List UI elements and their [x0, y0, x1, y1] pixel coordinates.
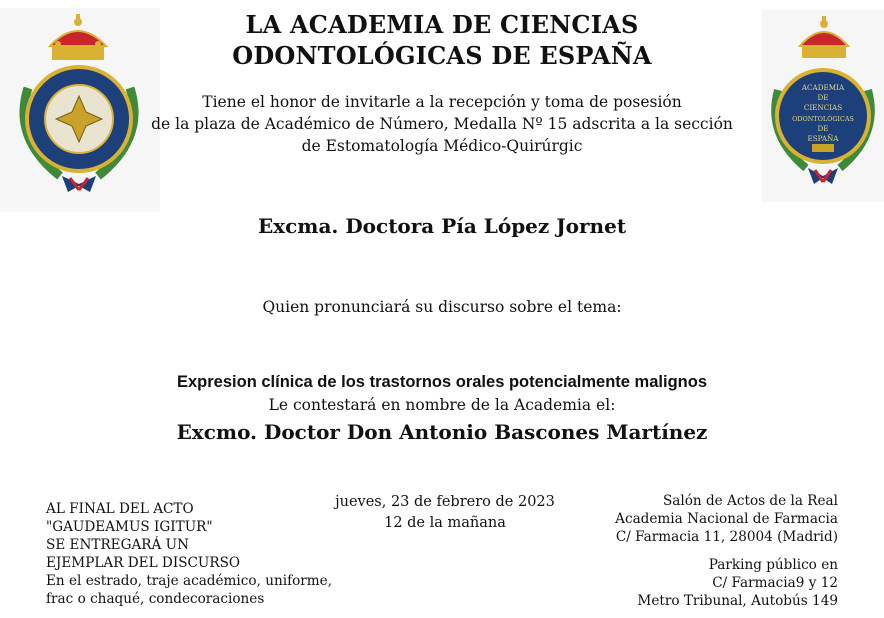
speech-intro: Quien pronunciará su discurso sobre el tema:	[262, 298, 622, 316]
parking-line: Metro Tribunal, Autobús 149	[637, 593, 838, 609]
notes-line: EJEMPLAR DEL DISCURSO	[46, 555, 241, 571]
event-date: jueves, 23 de febrero de 2023	[335, 494, 555, 510]
crest-seal-line: ODONTOLÓGICAS	[792, 115, 854, 123]
ceremony-notes	[46, 500, 336, 608]
venue-line: C/ Farmacia 11, 28004 (Madrid)	[615, 529, 838, 545]
academy-title-line-2: ODONTOLÓGICAS DE ESPAÑA	[232, 41, 652, 70]
parking-line: Parking público en	[708, 557, 838, 573]
crest-seal-line: ESPAÑA	[807, 134, 839, 143]
crest-seal-line: DE	[817, 124, 829, 133]
crest-seal-line: CIENCIAS	[803, 103, 843, 112]
respondent-name: Excmo. Doctor Don Antonio Bascones Martínez	[176, 420, 708, 444]
notes-line: AL FINAL DEL ACTO	[46, 501, 194, 517]
venue-address	[580, 492, 838, 546]
invitation-text-line-2: de la plaza de Académico de Número, Medalla Nº 15 adscrita a la sección	[151, 115, 733, 133]
honoree-name: Excma. Doctora Pía López Jornet	[257, 214, 627, 238]
venue-line: Salón de Actos de la Real	[662, 493, 838, 509]
dress-code-line: frac o chaqué, condecoraciones	[46, 591, 265, 607]
dress-code-line: En el estrado, traje académico, uniforme,	[46, 573, 333, 589]
notes-line: "GAUDEAMUS IGITUR"	[46, 519, 213, 535]
parking-line: C/ Farmacia9 y 12	[712, 575, 838, 591]
parking-info	[580, 556, 838, 610]
crest-seal-line: ACADEMIA	[801, 83, 845, 92]
speech-title: Expresion clínica de los trastornos orales potencialmente malignos	[177, 373, 707, 391]
invitation-text-line-3: de Estomatología Médico-Quirúrgic	[301, 137, 583, 155]
crest-seal-line: DE	[817, 93, 829, 102]
invitation-text-line-1: Tiene el honor de invitarle a la recepción y toma de posesión	[202, 93, 682, 111]
event-datetime	[330, 492, 560, 534]
notes-line: SE ENTREGARÁ UN	[46, 537, 189, 553]
event-time: 12 de la mañana	[384, 515, 506, 531]
venue-line: Academia Nacional de Farmacia	[615, 511, 838, 527]
reply-intro: Le contestará en nombre de la Academia el:	[268, 396, 616, 414]
academy-title-line-1: LA ACADEMIA DE CIENCIAS	[245, 10, 639, 39]
